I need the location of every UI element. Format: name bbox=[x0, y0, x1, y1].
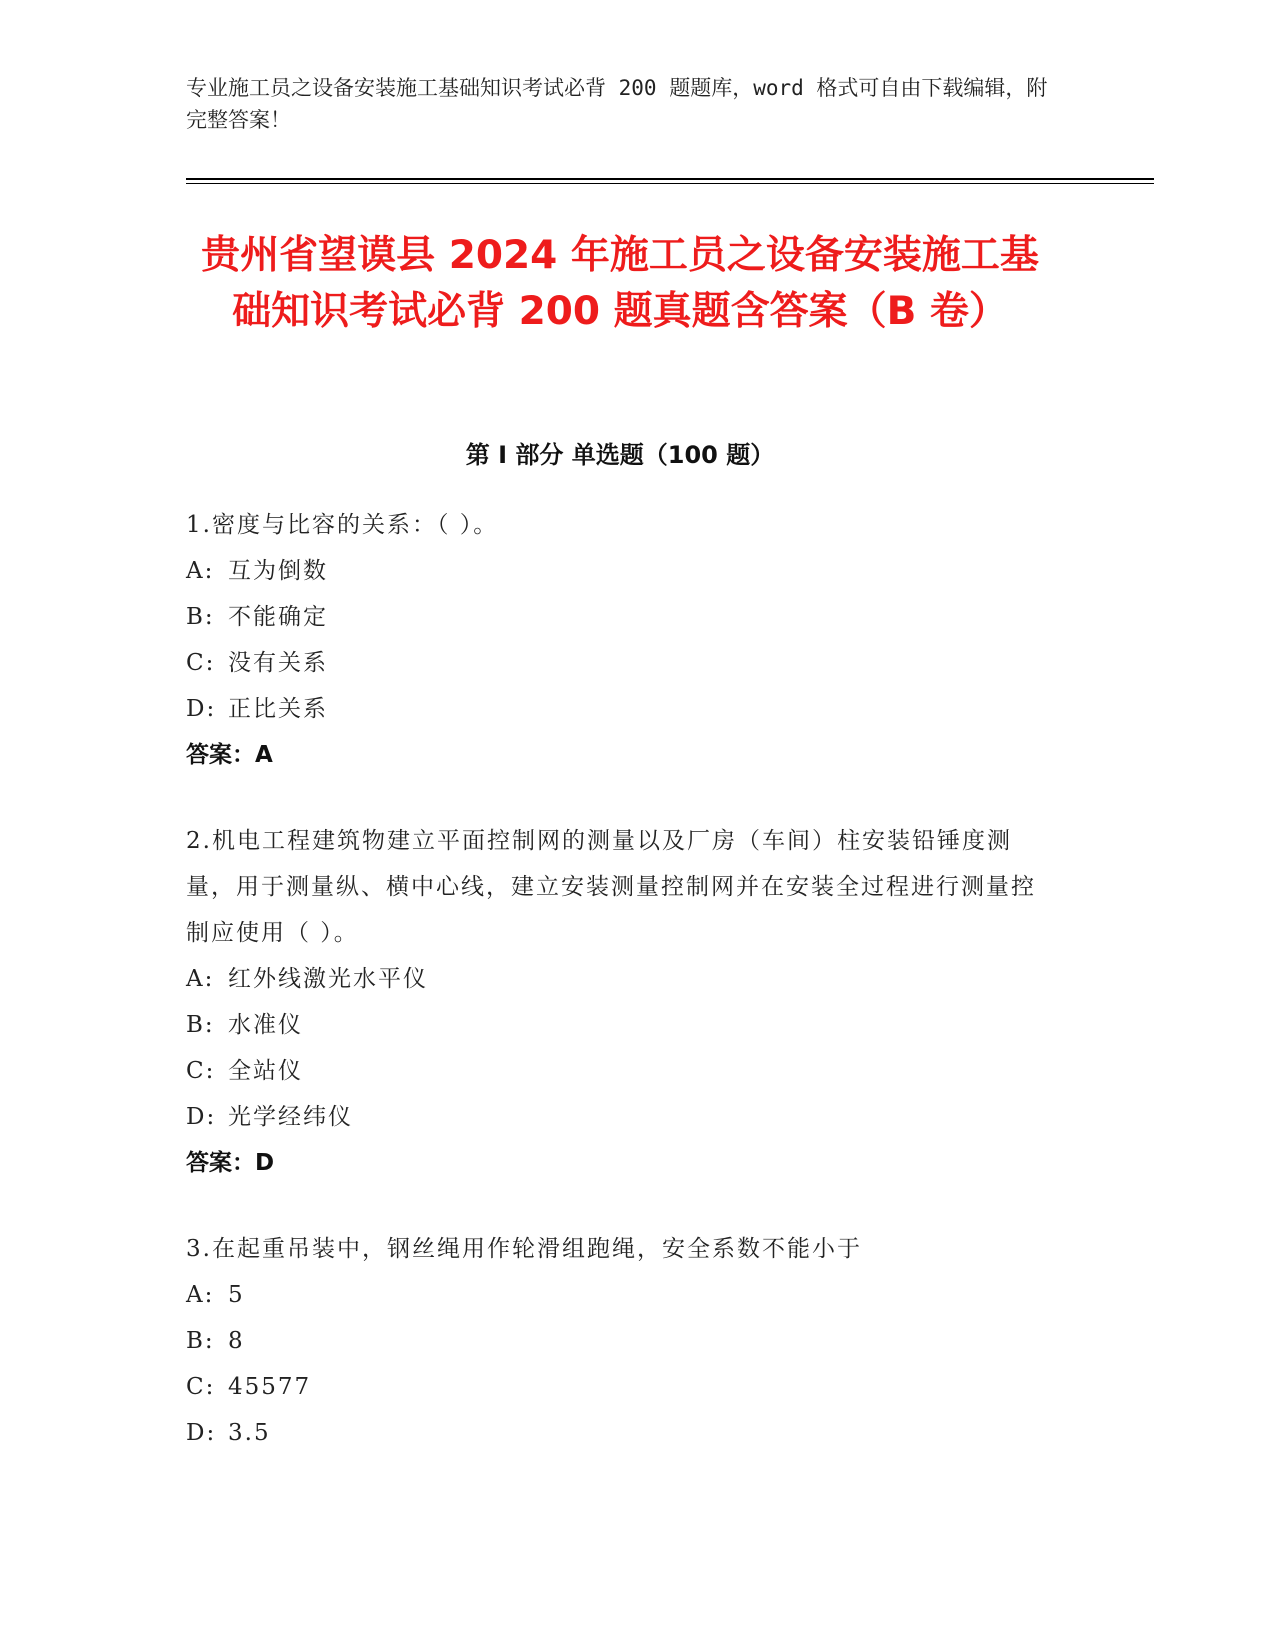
option-key: A: bbox=[186, 966, 215, 992]
question-1 bbox=[186, 502, 1056, 778]
answer: 答案：A bbox=[186, 742, 273, 768]
header-divider-thick bbox=[186, 178, 1154, 180]
option-a bbox=[186, 1272, 1056, 1318]
question-stem: 2.机电工程建筑物建立平面控制网的测量以及厂房（车间）柱安装铅锤度测量，用于测量纵、横中心线，建立安装测量控制网并在安装全过程进行测量控制应使用（ ）。 bbox=[186, 828, 1036, 946]
option-key: B: bbox=[186, 1328, 215, 1354]
option-a bbox=[186, 956, 1056, 1002]
option-d bbox=[186, 1410, 1056, 1456]
option-text: 互为倒数 bbox=[228, 558, 328, 584]
option-c bbox=[186, 1364, 1056, 1410]
question-2 bbox=[186, 818, 1056, 1186]
header-divider-thin bbox=[186, 183, 1154, 184]
option-key: A: bbox=[186, 558, 215, 584]
option-key: B: bbox=[186, 1012, 215, 1038]
option-c bbox=[186, 1048, 1056, 1094]
question-stem: 3.在起重吊装中，钢丝绳用作轮滑组跑绳，安全系数不能小于 bbox=[186, 1236, 862, 1262]
document-title: 贵州省望谟县 2024 年施工员之设备安装施工基础知识考试必背 200 题真题含答案（B 卷） bbox=[201, 233, 1039, 334]
option-c bbox=[186, 640, 1056, 686]
option-text: 全站仪 bbox=[228, 1058, 303, 1084]
option-key: A: bbox=[186, 1282, 215, 1308]
header-note: 专业施工员之设备安装施工基础知识考试必背 200 题题库，word 格式可自由下载编辑，附完整答案！ bbox=[186, 76, 1048, 132]
option-b bbox=[186, 1318, 1056, 1364]
answer: 答案：D bbox=[186, 1150, 275, 1176]
option-key: C: bbox=[186, 1374, 216, 1400]
option-key: B: bbox=[186, 604, 215, 630]
option-b bbox=[186, 1002, 1056, 1048]
option-a bbox=[186, 548, 1056, 594]
option-key: C: bbox=[186, 650, 216, 676]
option-text: 不能确定 bbox=[228, 604, 328, 630]
option-text: 光学经纬仪 bbox=[228, 1104, 353, 1130]
option-text: 45577 bbox=[228, 1374, 312, 1400]
section-heading: 第 I 部分 单选题（100 题） bbox=[465, 441, 775, 469]
option-d bbox=[186, 1094, 1056, 1140]
question-stem: 1.密度与比容的关系：（ ）。 bbox=[186, 512, 499, 538]
option-text: 没有关系 bbox=[228, 650, 328, 676]
option-text: 5 bbox=[228, 1282, 245, 1308]
option-key: C: bbox=[186, 1058, 216, 1084]
option-key: D: bbox=[186, 1104, 217, 1130]
option-text: 正比关系 bbox=[228, 696, 328, 722]
option-key: D: bbox=[186, 1420, 217, 1446]
option-key: D: bbox=[186, 696, 217, 722]
option-text: 红外线激光水平仪 bbox=[228, 966, 428, 992]
question-3 bbox=[186, 1226, 1056, 1456]
option-text: 水准仪 bbox=[228, 1012, 303, 1038]
option-text: 3.5 bbox=[228, 1420, 271, 1446]
option-text: 8 bbox=[228, 1328, 245, 1354]
option-d bbox=[186, 686, 1056, 732]
option-b bbox=[186, 594, 1056, 640]
